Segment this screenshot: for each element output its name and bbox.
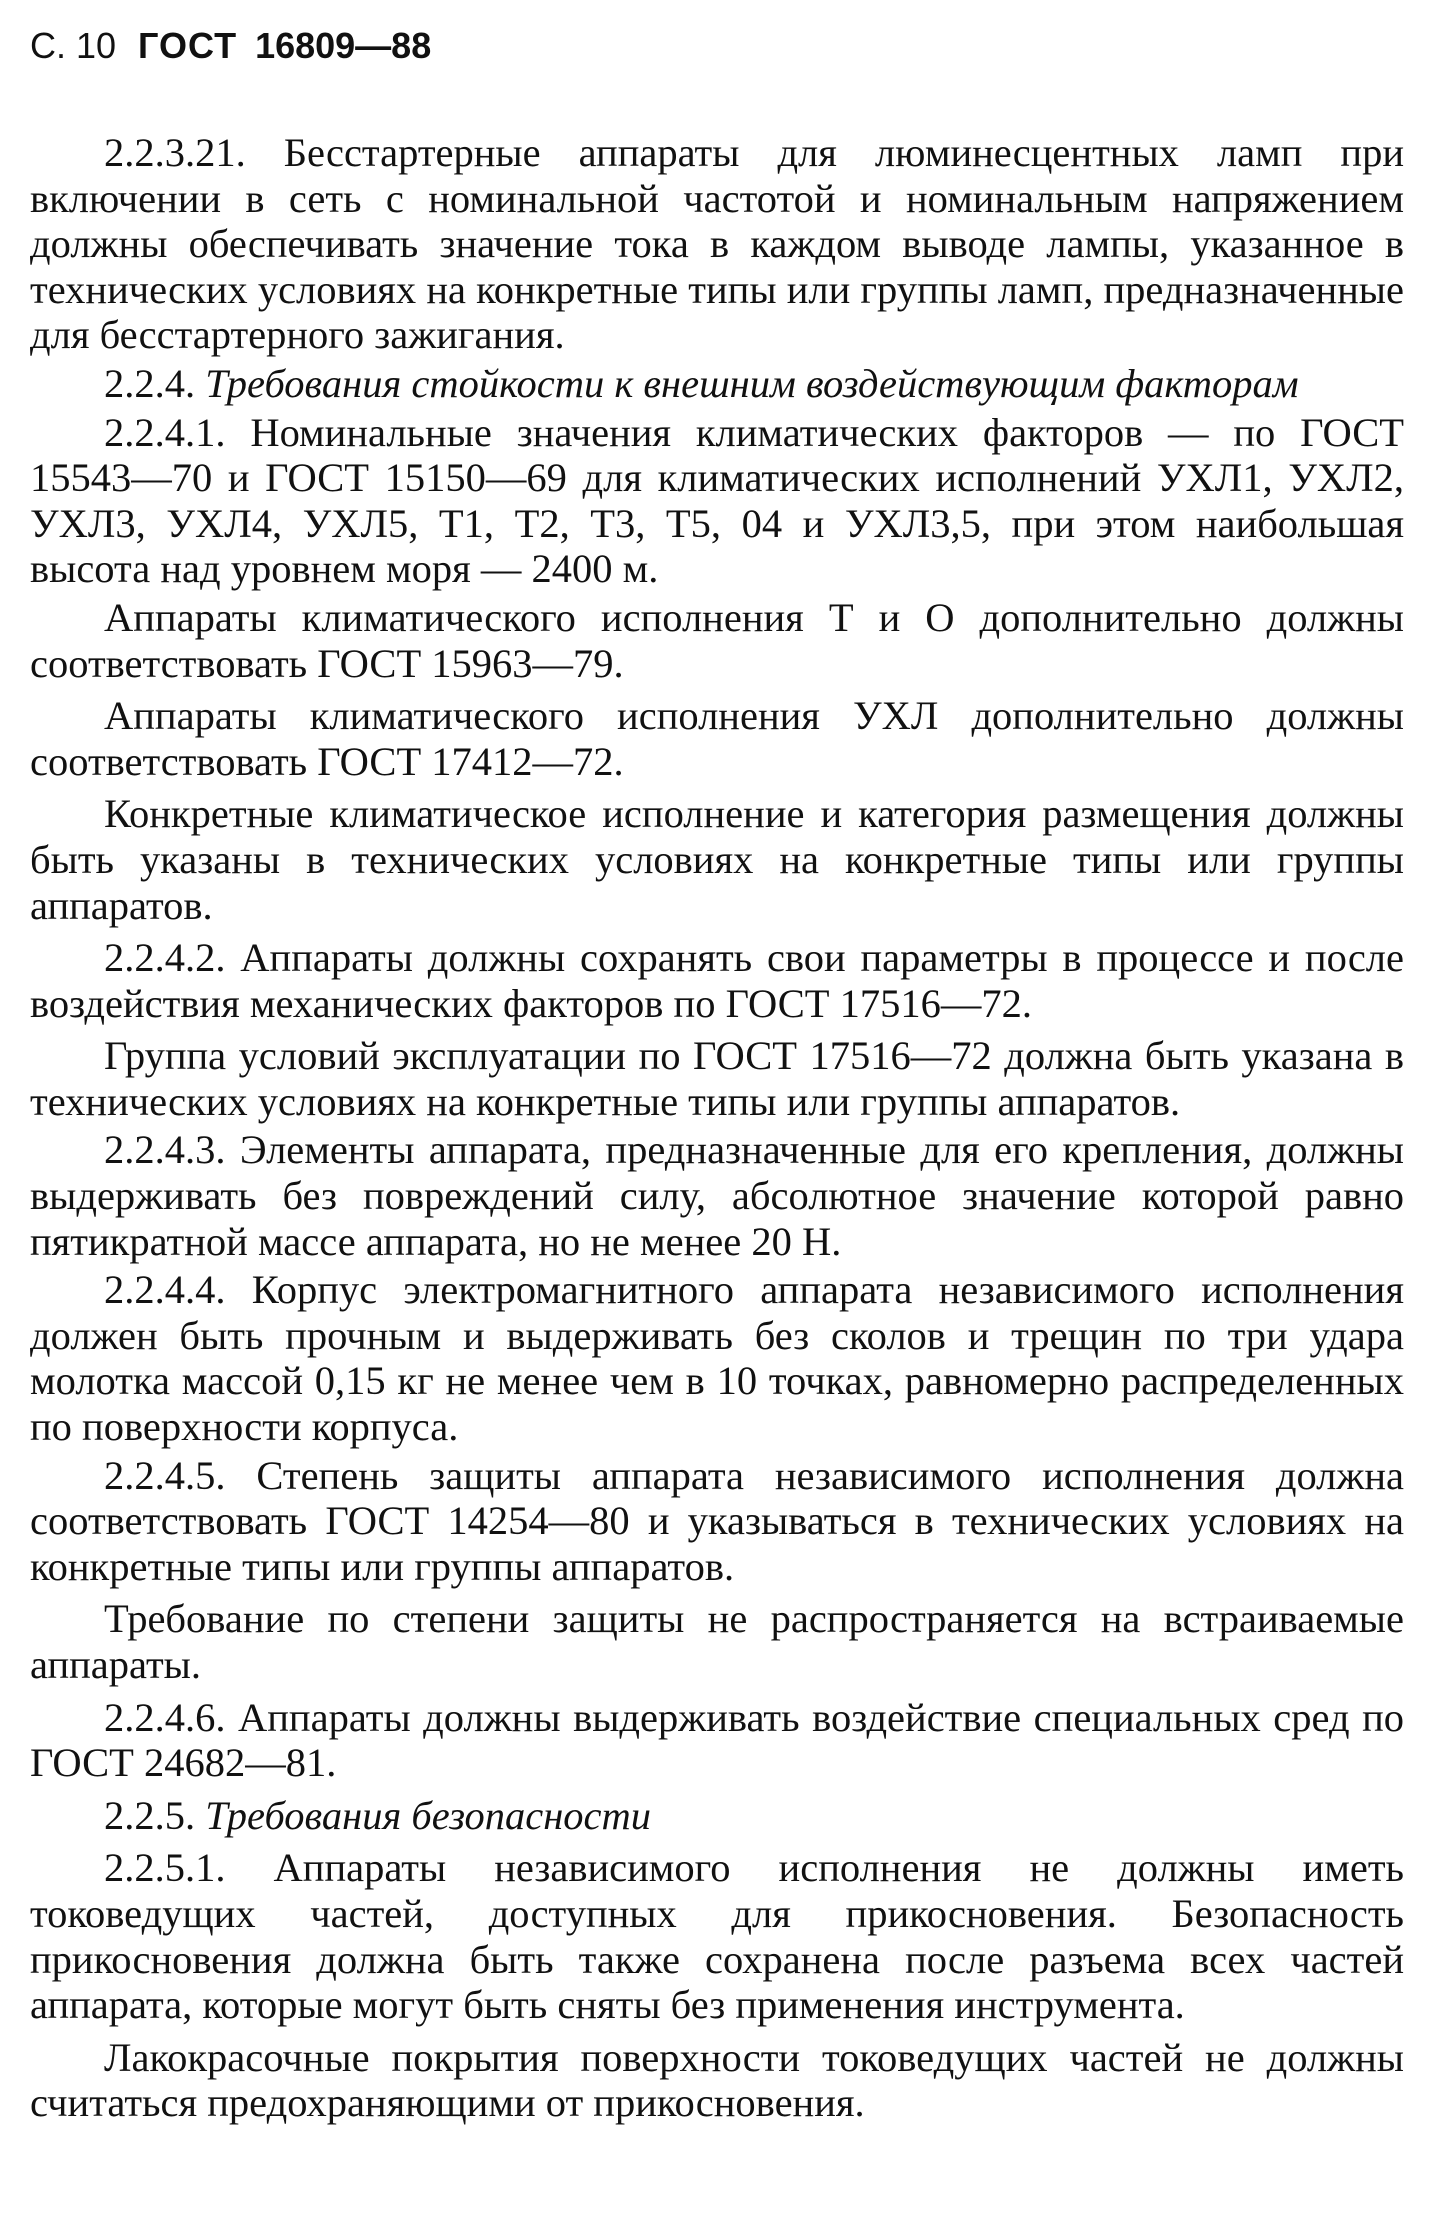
section-title: Требования безопасности [205,1792,652,1838]
section-heading-2-2-5 [30,1793,1404,1839]
section-number: 2.2.4. [104,360,196,406]
paragraph-2-2-4-1: 2.2.4.1. Номинальные значения климатических факторов — по ГОСТ 15543—70 и ГОСТ 15150—69 для климатических исполнений УХЛ1, УХЛ2, УХЛ3, УХЛ4, УХЛ5, Т1, Т2, Т3, Т5, 04 и УХЛ3,5, при этом наибольшая высота над уровнем моря — 2400 м. [30,409,1404,592]
page-header [30,24,1404,68]
paragraph-climate-t-o: Аппараты климатического исполнения Т и О дополнительно должны соответствовать ГОСТ 15963—79. [30,594,1404,686]
section-title: Требования стойкости к внешним воздействующим факторам [205,360,1299,406]
paragraph-2-2-4-6: 2.2.4.6. Аппараты должны выдерживать воздействие специальных сред по ГОСТ 24682—81. [30,1694,1404,1786]
page-number: С. 10 [30,25,117,66]
paragraph-2-2-4-5: 2.2.4.5. Степень защиты аппарата независимого исполнения должна соответствовать ГОСТ 14254—80 и указываться в технических условиях на конкретные типы или группы аппаратов. [30,1452,1404,1589]
paragraph-placement-category: Конкретные климатическое исполнение и категория размещения должны быть указаны в технических условиях на конкретные типы или группы аппаратов. [30,791,1404,928]
section-number: 2.2.5. [104,1792,196,1838]
paragraph-operating-group: Группа условий эксплуатации по ГОСТ 17516—72 должна быть указана в технических условиях на конкретные типы или группы аппаратов. [30,1033,1404,1124]
paragraph-2-2-4-3: 2.2.4.3. Элементы аппарата, предназначенные для его крепления, должны выдерживать без повреждений силу, абсолютное значение которой равно пятикратной массе аппарата, но не менее 20 Н. [30,1127,1404,1264]
paragraph-2-2-5-1: 2.2.5.1. Аппараты независимого исполнения не должны иметь токоведущих частей, доступных для прикосновения. Безопасность прикосновения должна быть также сохранена после разъема всех частей аппарата, которые могут быть сняты без применения инструмента. [30,1845,1404,2028]
paragraph-2-2-3-21: 2.2.3.21. Бесстартерные аппараты для люминесцентных ламп при включении в сеть с номинальной частотой и номинальным напряжением должны обеспечивать значение тока в каждом выводе лампы, указанное в технических условиях на конкретные типы или группы ламп, предназначенные для бесстартерного зажигания. [30,130,1404,358]
paragraph-2-2-4-2: 2.2.4.2. Аппараты должны сохранять свои параметры в процессе и после воздействия механических факторов по ГОСТ 17516—72. [30,935,1404,1026]
paragraph-climate-uhl: Аппараты климатического исполнения УХЛ дополнительно должны соответствовать ГОСТ 17412—72. [30,693,1404,784]
paragraph-paint-coatings: Лакокрасочные покрытия поверхности токоведущих частей не должны считаться предохраняющими от прикосновения. [30,2034,1404,2126]
paragraph-protection-exemption: Требование по степени защиты не распространяется на встраиваемые аппараты. [30,1596,1404,1687]
standard-number: 16809—88 [255,25,432,66]
standard-label: ГОСТ [138,25,238,66]
section-heading-2-2-4 [30,361,1404,407]
paragraph-2-2-4-4: 2.2.4.4. Корпус электромагнитного аппарата независимого исполнения должен быть прочным и выдерживать без сколов и трещин по три удара молотка массой 0,15 кг не менее чем в 10 точках, равномерно распределенных по поверхности корпуса. [30,1267,1404,1450]
